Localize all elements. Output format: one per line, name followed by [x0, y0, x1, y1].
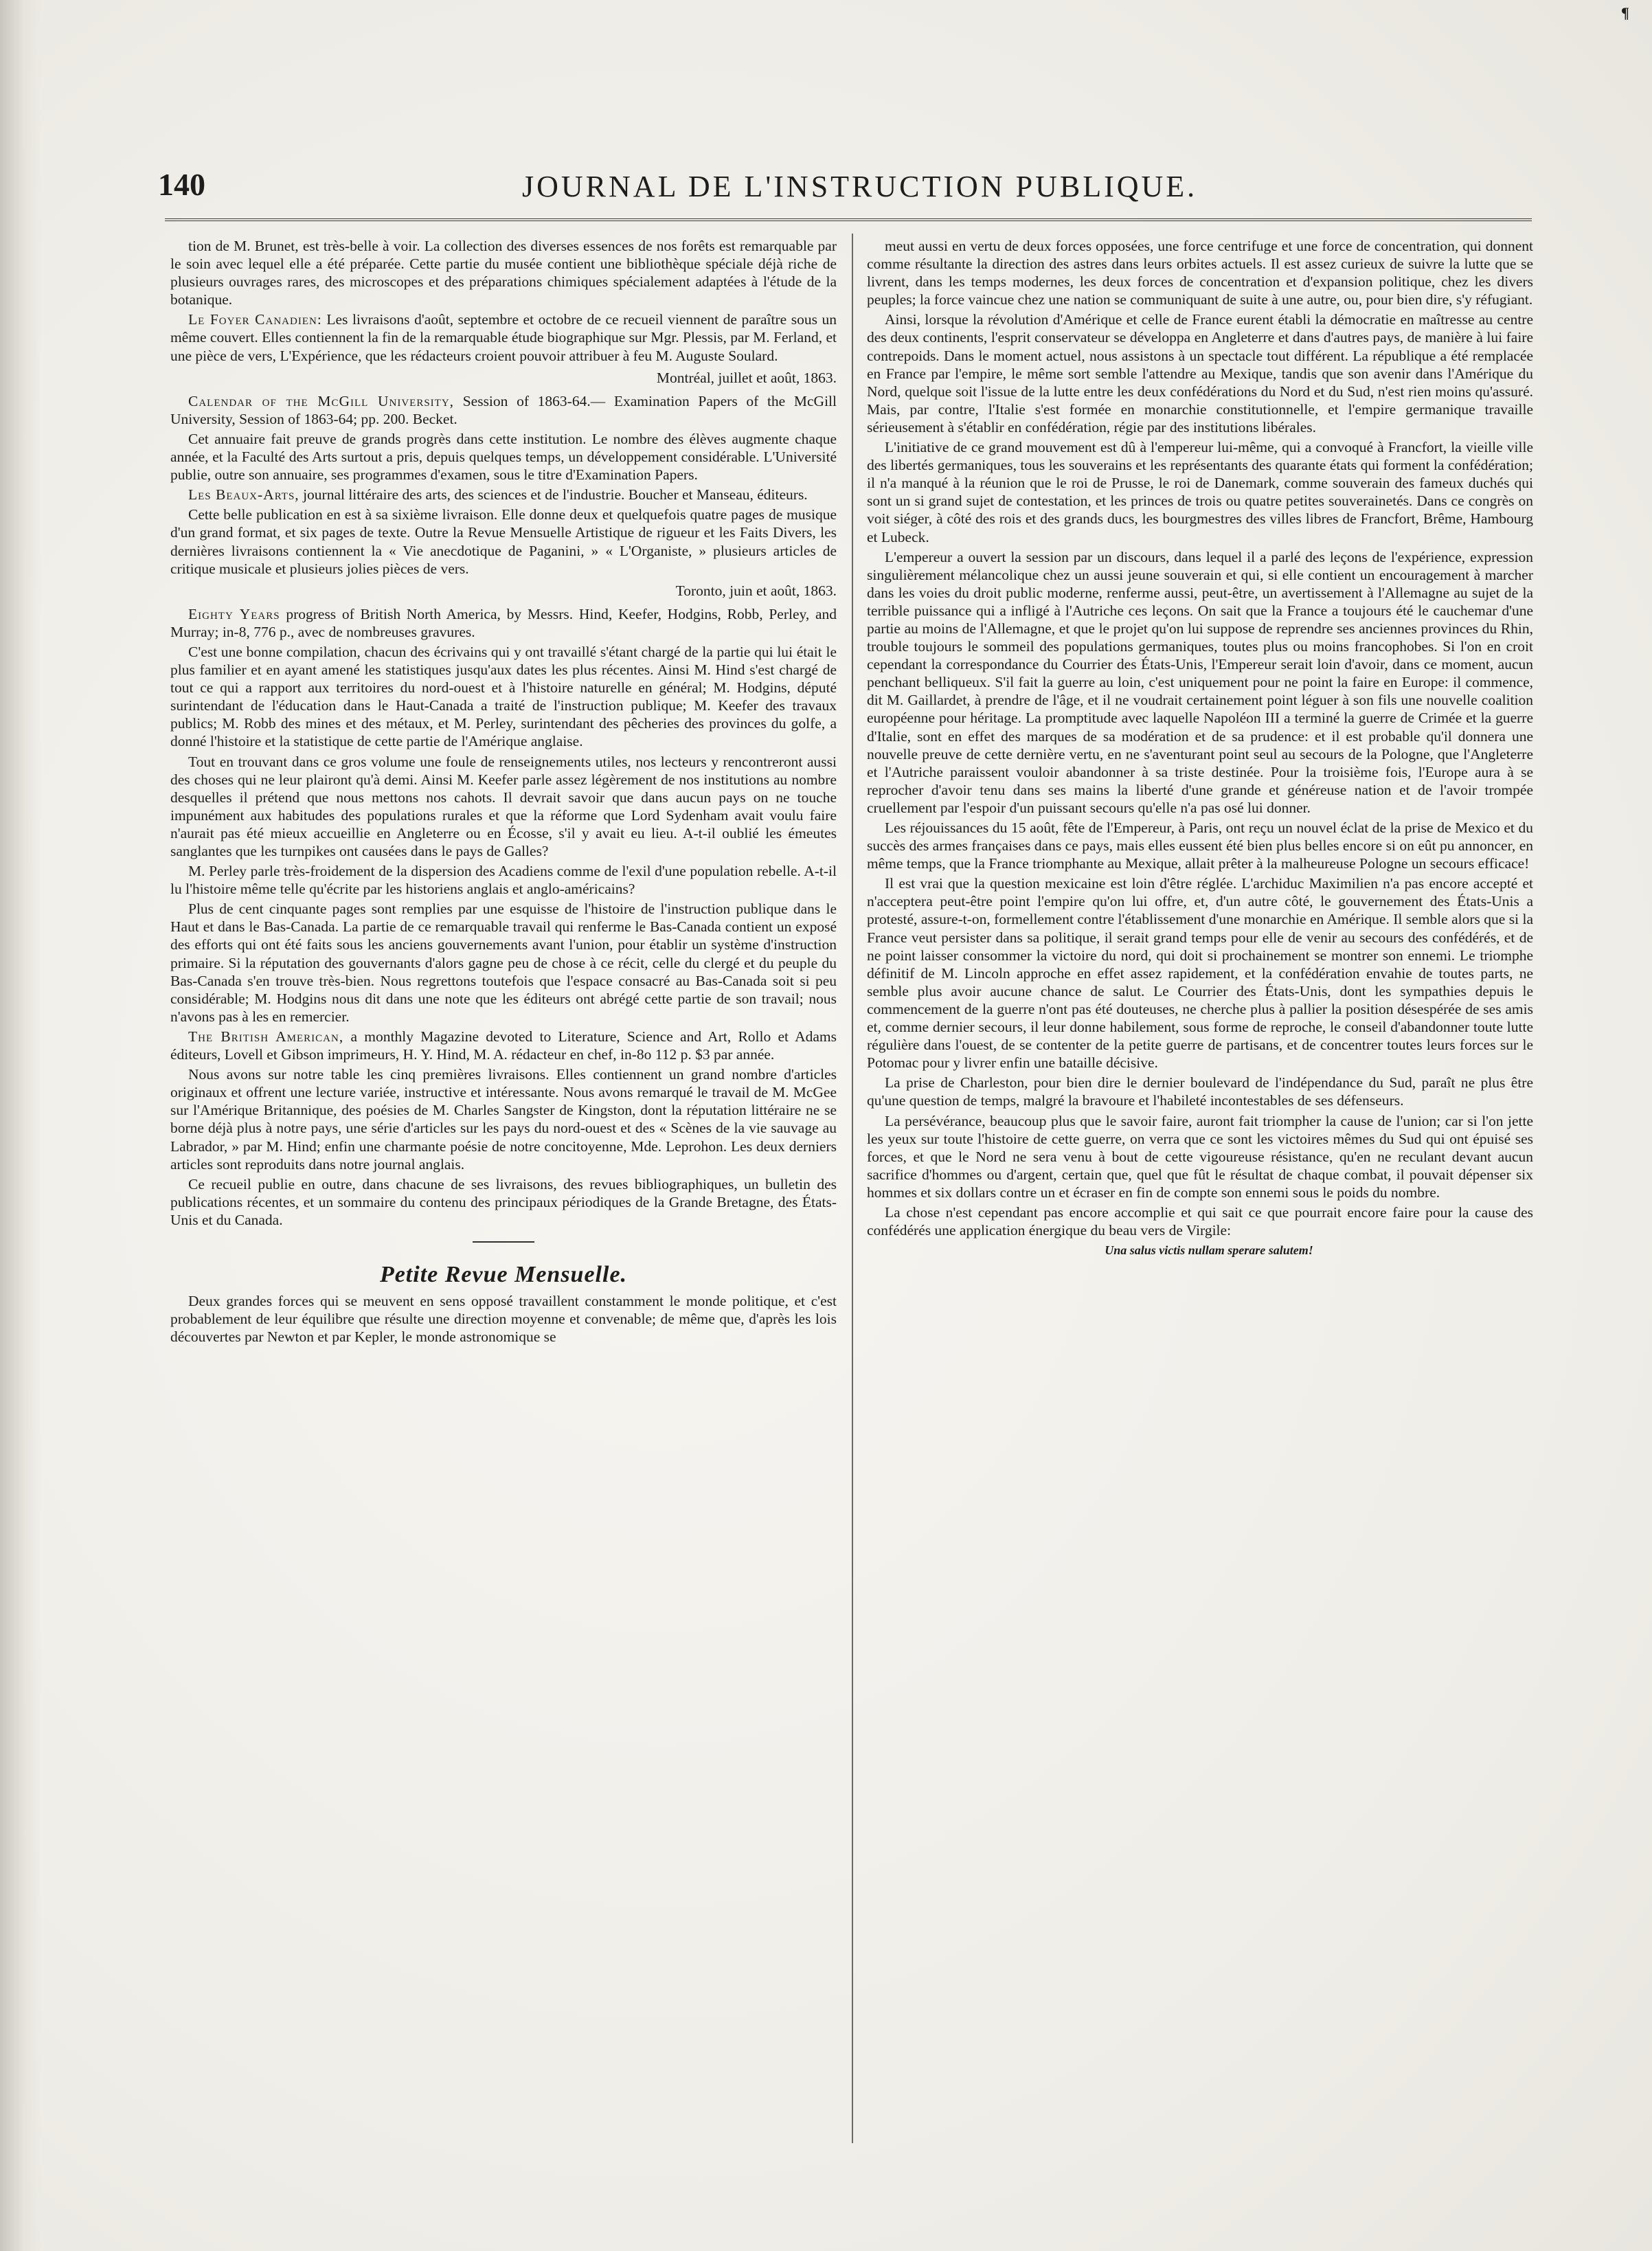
paragraph: tion de M. Brunet, est très-belle à voir. La collection des diverses essences de nos forêts est remarquable par le soin avec lequel elle a été préparée. Cette partie du musée contient une bibliothèque spéciale déjà riche de plusieurs ouvrages rares, des microscopes et des préparations chimiques spécialement adaptées à l'étude de la botanique.: [170, 238, 837, 308]
right-column: [867, 237, 1533, 2222]
review-foyer-canadien: [170, 310, 837, 364]
entry-body: journal littéraire des arts, des sciences et de l'industrie. Boucher et Manseau, éditeurs.: [303, 486, 808, 504]
entry-lead: Calendar of the McGill University,: [188, 392, 455, 409]
dateline: Toronto, juin et août, 1863.: [675, 582, 837, 599]
paragraph: Ce recueil publie en outre, dans chacune de ses livraisons, des revues bibliographiques, un bulletin des publications récentes, et un sommaire du contenu des principaux périodiques de la Grande Bretagne, des États-Unis et du Canada.: [170, 1175, 837, 1228]
dateline: Montréal, juillet et août, 1863.: [656, 369, 837, 386]
page-header: [158, 166, 1532, 207]
virgil-quote: Una salus victis nullam sperare salutem!: [1105, 1243, 1313, 1258]
paragraph: La persévérance, beaucoup plus que le savoir faire, auront fait triompher la cause de l'union; car si l'on jette les yeux sur toute l'histoire de cette guerre, on verra que ce sont les victoires mêmes du Sud qui ont épuisé ses forces, et que le Nord ne sera venu à bout de cette vigoureuse résistance, qu'en ne reculant devant aucun sacrifice d'hommes ou d'argent, certain que, quel que fût le résultat de chaque combat, il pouvait dépenser six hommes et six dollars contre un et écraser en fin de compte son ennemi sous le poids du nombre.: [867, 1112, 1533, 1201]
paragraph: Cette belle publication en est à sa sixième livraison. Elle donne deux et quelquefois quatre pages de musique d'un grand format, et six pages de texte. Outre la Revue Mensuelle Artistique de rigueur et les Faits Divers, les dernières livraisons contiennent la « Vie anecdotique de Paganini, » « L'Organiste, » plusieurs articles de critique musicale et plusieurs jolies pièces de vers.: [170, 506, 837, 577]
journal-title: JOURNAL DE L'INSTRUCTION PUBLIQUE.: [522, 170, 1198, 203]
entry-lead: The British American,: [188, 1028, 344, 1045]
paragraph: Cet annuaire fait preuve de grands progrès dans cette institution. Le nombre des élèves augmente chaque année, et la Faculté des Arts surtout a pris, depuis quelques temps, un développement considérable. L'Université publie, outre son annuaire, ses programmes d'examen, sous le titre d'Examination Papers.: [170, 430, 837, 484]
section-rule: [473, 1241, 534, 1243]
entry-body: Session of 1863-64.— Examination Papers of the McGill University, Session of 1863-64; pp. 200. Becket.: [170, 392, 837, 427]
column-divider: [852, 234, 853, 2143]
review-mcgill-calendar: [170, 392, 837, 428]
paragraph: C'est une bonne compilation, chacun des écrivains qui y ont travaillé s'étant chargé de la partie qui lui était le plus familier et en ayant amené les statistiques jusqu'aux dates les plus récentes. Ainsi M. Hind s'est chargé de tout ce qui a rapport aux territoires du nord-ouest et à l'histoire naturelle en général; M. Hodgins, député surintendant de l'éducation dans le Haut-Canada a traité de l'instruction publique; M. Keefer des travaux publics; M. Robb des mines et des métaux, et M. Perley, surintendant des pêcheries des provinces du golfe, a donné l'histoire et la statistique de cette partie de l'Amérique anglaise.: [170, 643, 837, 750]
paragraph: M. Perley parle très-froidement de la dispersion des Acadiens comme de l'exil d'une population rebelle. A-t-il lu l'histoire même telle qu'écrite par les historiens anglais et anglo-américains?: [170, 863, 837, 898]
paragraph: Ainsi, lorsque la révolution d'Amérique et celle de France eurent établi la démocratie en maîtresse au centre des deux continents, l'esprit conservateur se développa en Angleterre et dans d'autres pays, de manière à lui faire contrepoids. Dans le moment actuel, nous assistons à un spectacle tout différent. La république a été remplacée en France par l'empire, le même sort semble l'attendre au Mexique, tandis que son avenir dans l'Amérique du Nord, quelque soit l'issue de la lutte entre les deux confédérations du Nord et du Sud, n'est rien moins qu'assuré. Mais, par contre, l'Italie s'est formée en monarchie constitutionnelle, et l'empire germanique travaille sérieusement à s'établir en confédération, régie par des institutions libérales.: [867, 311, 1533, 436]
paragraph: La prise de Charleston, pour bien dire le dernier boulevard de l'indépendance du Sud, paraît ne plus être qu'une question de temps, malgré la bravoure et l'habileté incontestables de ses défenseurs.: [867, 1074, 1533, 1109]
page-edge-shadow: [0, 0, 41, 2251]
entry-body: Les livraisons d'août, septembre et octobre de ce recueil viennent de paraître sous un même couvert. Elles contiennent la fin de la remarquable étude biographique sur Mgr. Plessis, par M. Ferland, et une pièce de vers, L'Expérience, que les rédacteurs croient pouvoir attribuer à feu M. Auguste Soulard.: [170, 311, 837, 364]
header-rule: [165, 218, 1532, 221]
paragraph: La chose n'est cependant pas encore accomplie et qui sait ce que pourrait encore faire pour la cause des confédérés une application énergique du beau vers de Virgile:: [867, 1203, 1533, 1239]
entry-body: progress of British North America, by Messrs. Hind, Keefer, Hodgins, Robb, Perley, and Murray; in-8, 776 p., avec de nombreuses gravures.: [170, 605, 837, 640]
entry-lead: Eighty Years: [188, 605, 280, 622]
review-eighty-years: [170, 605, 837, 641]
corner-mark: ¶: [1621, 4, 1629, 21]
review-beaux-arts: [170, 486, 837, 504]
paragraph: meut aussi en vertu de deux forces opposées, une force centrifuge et une force de concentration, qui donnent comme résultante la direction des astres dans leurs orbites actuels. Il est assez curieux de suivre la lutte que se livrent, dans les temps modernes, les deux forces de concentration et d'expansion politique, chez les divers peuples; la force vaincue chez une nation se communiquant de suite à une autre, ou, pour bien dire, s'y réfugiant.: [867, 238, 1533, 308]
paragraph: Plus de cent cinquante pages sont remplies par une esquisse de l'histoire de l'instruction publique dans le Haut et dans le Bas-Canada. La partie de ce remarquable travail qui renferme le Bas-Canada contient un exposé des efforts qui ont été faits sous les anciens gouvernements avant l'union, pour établir un système d'instruction primaire. Si la réputation des gouvernants d'alors gagne peu de chose à ce récit, celle du clergé et du peuple du Bas-Canada s'en trouve très-bien. Nous regrettons toutefois que l'espace consacré au Bas-Canada soit si peu considérable; M. Hodgins nous dit dans une note que les éditeurs ont abrégé cette partie de son travail; nous n'avons pas à les en remercier.: [170, 901, 837, 1025]
paragraph: Les réjouissances du 15 août, fête de l'Empereur, à Paris, ont reçu un nouvel éclat de la prise de Mexico et du succès des armes françaises dans ce pays, mais elles eussent été bien plus belles encore si on eût pu annoncer, en même temps, que la France triomphante au Mexique, allait prêter à la malheureuse Pologne un secours efficace!: [867, 819, 1533, 872]
paragraph: Nous avons sur notre table les cinq premières livraisons. Elles contiennent un grand nombre d'articles originaux et offrent une lecture variée, instructive et intéressante. Nous avons remarqué le travail de M. McGee sur l'Amérique Britannique, des poésies de M. Charles Sangster de Kingston, dont la réputation littéraire ne se borne déjà plus à notre pays, une série d'articles sur les pays du nord-ouest et des « Scènes de la vie sauvage au Labrador, » par M. Hind; enfin une charmante poésie de notre concitoyenne, Mde. Leprohon. Les deux derniers articles sont reproduits dans notre journal anglais.: [170, 1066, 837, 1173]
paragraph: Il est vrai que la question mexicaine est loin d'être réglée. L'archiduc Maximilien n'a pas encore accepté et n'acceptera peut-être point l'empire qu'on lui offre, et, d'un autre côté, le gouvernement des États-Unis a protesté, assure-t-on, formellement contre l'établissement d'une monarchie en Amérique. Il semble alors que si la France veut persister dans sa politique, il serait grand temps pour elle de venir au secours des confédérés, et de ne point laisser consommer la victoire du nord, qui doit si prochainement se montrer son ennemi. Le triomphe définitif de M. Lincoln approche en effet assez rapidement, et la confédération envahie de toutes parts, ne semble plus avoir aucune chance de salut. Le Courrier des États-Unis, dont les sympathies depuis le commencement de la guerre n'ont pas été douteuses, ne cherche plus à pallier la position désespérée de ses amis et, comme dernier secours, il leur donne habilement, sous forme de reproche, le conseil d'abandonner toute lutte régulière dans l'ouest, de se contenter de la petite guerre de partisans, et de concentrer toutes leurs forces sur le Potomac pour y livrer enfin une bataille décisive.: [867, 875, 1533, 1072]
entry-body: a monthly Magazine devoted to Literature, Science and Art, Rollo et Adams éditeurs, Lovell et Gibson imprimeurs, H. Y. Hind, M. A. rédacteur en chef, in-8o 112 p. $3 par année.: [170, 1028, 837, 1063]
left-column: [170, 237, 837, 2222]
paragraph: Tout en trouvant dans ce gros volume une foule de renseignements utiles, nos lecteurs y rencontreront aussi des choses qui ne leur plairont qu'à demi. Ainsi M. Keefer parle assez légèrement de nos institutions au nombre desquelles il prétend que nous mettons nos cahots. Il devrait savoir que dans aucun pays on ne touche impunément aux habitudes des populations rurales et que la réforme que Lord Sydenham avait voulu faire n'aurait pas été mieux accueillie en Angleterre ou en Écosse, s'il y avait eu lieu. A-t-il oublié les émeutes sanglantes que les turnpikes ont causées dans le pays de Galles?: [170, 753, 837, 859]
paragraph: Deux grandes forces qui se meuvent en sens opposé travaillent constamment le monde politique, et c'est probablement de leur équilibre que résulte une direction moyenne et convenable; de même que, d'après les lois découvertes par Newton et par Kepler, le monde astronomique se: [170, 1293, 837, 1346]
entry-lead: Le Foyer Canadien:: [188, 311, 322, 328]
review-british-american: [170, 1028, 837, 1063]
paragraph: L'empereur a ouvert la session par un discours, dans lequel il a parlé des leçons de l'expérience, expression singulièrement mélancolique chez un aussi jeune souverain et qui, si elle contient un encouragement à marcher dans les voies du droit public moderne, renferme aussi, peut-être, un avertissement à l'Allemagne au sujet de la terrible puissance qui a infligé à l'Autriche ces leçons. On sait que la France a toujours été le cauchemar d'une partie au moins de l'Allemagne, et que le projet qu'on lui suppose de reprendre ses anciennes provinces du Rhin, trouble toujours le sommeil des populations germaniques, toutes plus ou moins francophobes. Si l'on en croit cependant la correspondance du Courrier des États-Unis, l'Empereur serait loin d'avoir, dans ce moment, aucun penchant belliqueux. S'il fait la guerre au loin, c'est uniquement pour ne point la faire en Europe: il commence, dit M. Gaillardet, à prendre de l'âge, et il ne voudrait certainement point léguer à son fils une nouvelle coalition européenne pour héritage. La promptitude avec laquelle Napoléon III a terminé la guerre de Crimée et la guerre d'Italie, sont en effet des marques de sa modération et de sa prudence: et il est probable qu'il donnera une nouvelle preuve de cette dernière vertu, en ne s'aventurant point seul au secours de la Pologne, que l'Angleterre et l'Autriche paraissent vouloir abandonner à sa triste destinée. Pour la troisième fois, l'Europe aura à se reprocher d'avoir tenu dans ses mains la liberté d'une grande et généreuse nation et de l'avoir trompée cruellement par l'espoir d'un puissant secours qu'elle n'a pas osé lui donner.: [867, 548, 1533, 816]
entry-lead: Les Beaux-Arts,: [188, 486, 299, 504]
section-title: Petite Revue Mensuelle.: [379, 1261, 628, 1287]
page-number: 140: [158, 167, 205, 202]
paragraph: L'initiative de ce grand mouvement est dû à l'empereur lui-même, qui a convoqué à Francfort, la vieille ville des libertés germaniques, tous les souverains et les représentants des quarante états qui forment la confédération; il n'a manqué à la réunion que le roi de Prusse, le roi de Danemark, comme souverain des fameux duchés qui sont un si grand sujet de contestation, et les princes de trois ou quatre petites souverainetés. Dans ce congrès on voit siéger, à côté des rois et des grands ducs, les bourgmestres des villes libres de Francfort, Brême, Hambourg et Lubeck.: [867, 439, 1533, 545]
